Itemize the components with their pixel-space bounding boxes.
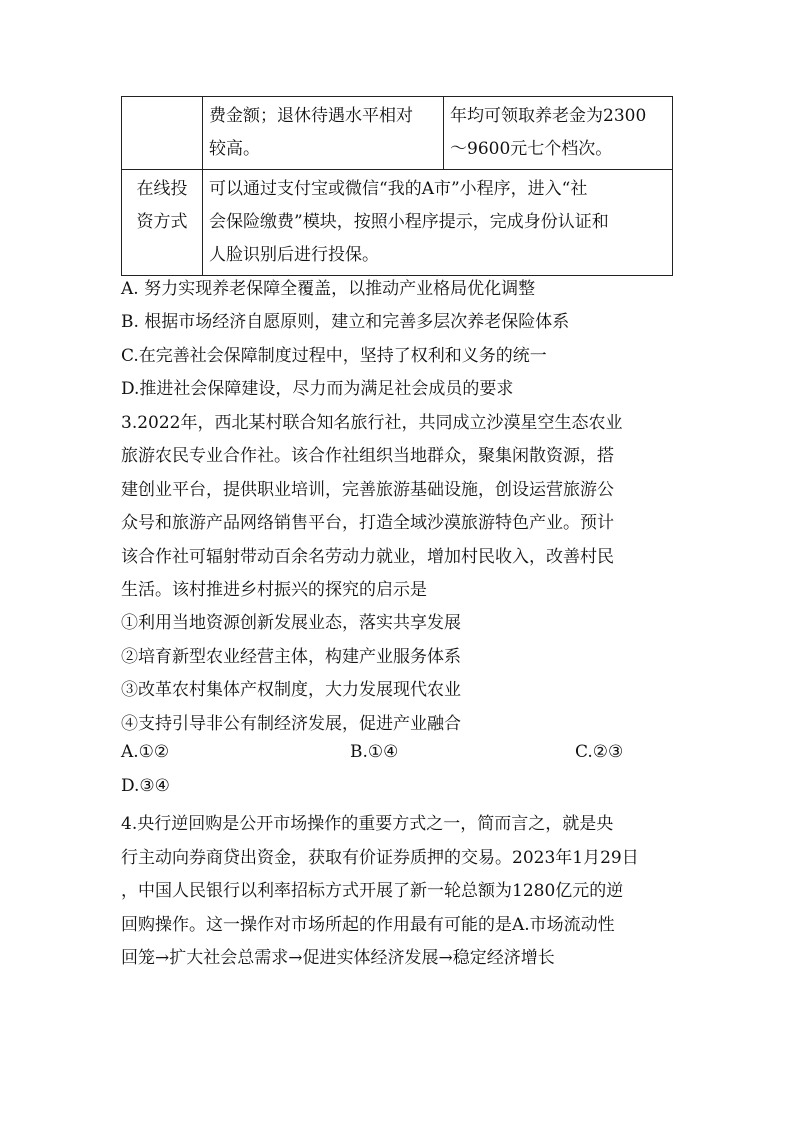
q3-item-3: ③改革农村集体产权制度，大力发展现代农业 xyxy=(121,680,461,700)
q4-line: 回购操作。这一操作对市场所起的作用最有可能的是A.市场流动性 xyxy=(121,915,615,935)
q3-stem-line: 建创业平台，提供职业培训，完善旅游基础设施，创设运营旅游公 xyxy=(121,480,614,500)
q2-option-b: B. 根据市场经济自愿原则，建立和完善多层次养老保险体系 xyxy=(121,312,570,332)
q4-line: 回笼→扩大社会总需求→促进实体经济发展→稳定经济增长 xyxy=(121,948,555,968)
cell-text-line: 年均可领取养老金为2300 xyxy=(450,106,647,126)
q3-stem-line: 生活。该村推进乡村振兴的探究的启示是 xyxy=(121,580,427,600)
q3-item-1: ①利用当地资源创新发展业态，落实共享发展 xyxy=(121,613,461,633)
table-cell xyxy=(203,97,444,170)
table-cell xyxy=(444,97,673,170)
cell-text-line: 会保险缴费”模块，按照小程序提示，完成身份认证和 xyxy=(209,212,609,232)
q3-stem-line: 旅游农民专业合作社。该合作社组织当地群众，聚集闲散资源，搭 xyxy=(121,446,614,466)
q2-option-c: C.在完善社会保障制度过程中，坚持了权利和义务的统一 xyxy=(121,346,547,366)
row-label-line: 资方式 xyxy=(136,212,188,232)
table-cell-empty xyxy=(122,97,203,170)
table-row xyxy=(122,97,673,170)
q2-option-a: A. 努力实现养老保障全覆盖，以推动产业格局优化调整 xyxy=(121,279,536,299)
q3-stem-line: 众号和旅游产品网络销售平台，打造全域沙漠旅游特色产业。预计 xyxy=(121,513,614,533)
table-row-label xyxy=(122,170,203,276)
cell-text-line: 可以通过支付宝或微信“我的A市”小程序，进入“社 xyxy=(209,179,588,199)
q3-choice-c: C.②③ xyxy=(575,742,624,762)
cell-text-line: 人脸识别后进行投保。 xyxy=(209,245,379,265)
q3-item-2: ②培育新型农业经营主体，构建产业服务体系 xyxy=(121,647,461,667)
row-label-line: 在线投 xyxy=(136,179,188,199)
q3-stem-line: 该合作社可辐射带动百余名劳动力就业，增加村民收入，改善村民 xyxy=(121,547,614,567)
cell-text-line: ～9600元七个档次。 xyxy=(450,139,613,159)
table-cell xyxy=(203,170,673,276)
cell-text-line: 较高。 xyxy=(209,139,260,159)
q3-stem-line: 3.2022年，西北某村联合知名旅行社，共同成立沙漠星空生态农业 xyxy=(121,413,623,433)
q3-choice-b: B.①④ xyxy=(350,742,399,762)
q4-line: 行主动向券商贷出资金，获取有价证券质押的交易。2023年1月29日 xyxy=(121,848,639,868)
pension-info-table xyxy=(121,96,673,276)
q3-item-4: ④支持引导非公有制经济发展，促进产业融合 xyxy=(121,714,461,734)
q3-choice-a: A.①② xyxy=(121,742,170,762)
cell-text-line: 费金额；退休待遇水平相对 xyxy=(209,106,413,126)
q4-line: ，中国人民银行以利率招标方式开展了新一轮总额为1280亿元的逆 xyxy=(121,881,624,901)
table-row xyxy=(122,170,673,276)
q2-option-d: D.推进社会保障建设，尽力而为满足社会成员的要求 xyxy=(121,379,514,399)
q3-choice-d: D.③④ xyxy=(121,776,170,796)
q4-line: 4.央行逆回购是公开市场操作的重要方式之一，简而言之，就是央 xyxy=(121,814,614,834)
